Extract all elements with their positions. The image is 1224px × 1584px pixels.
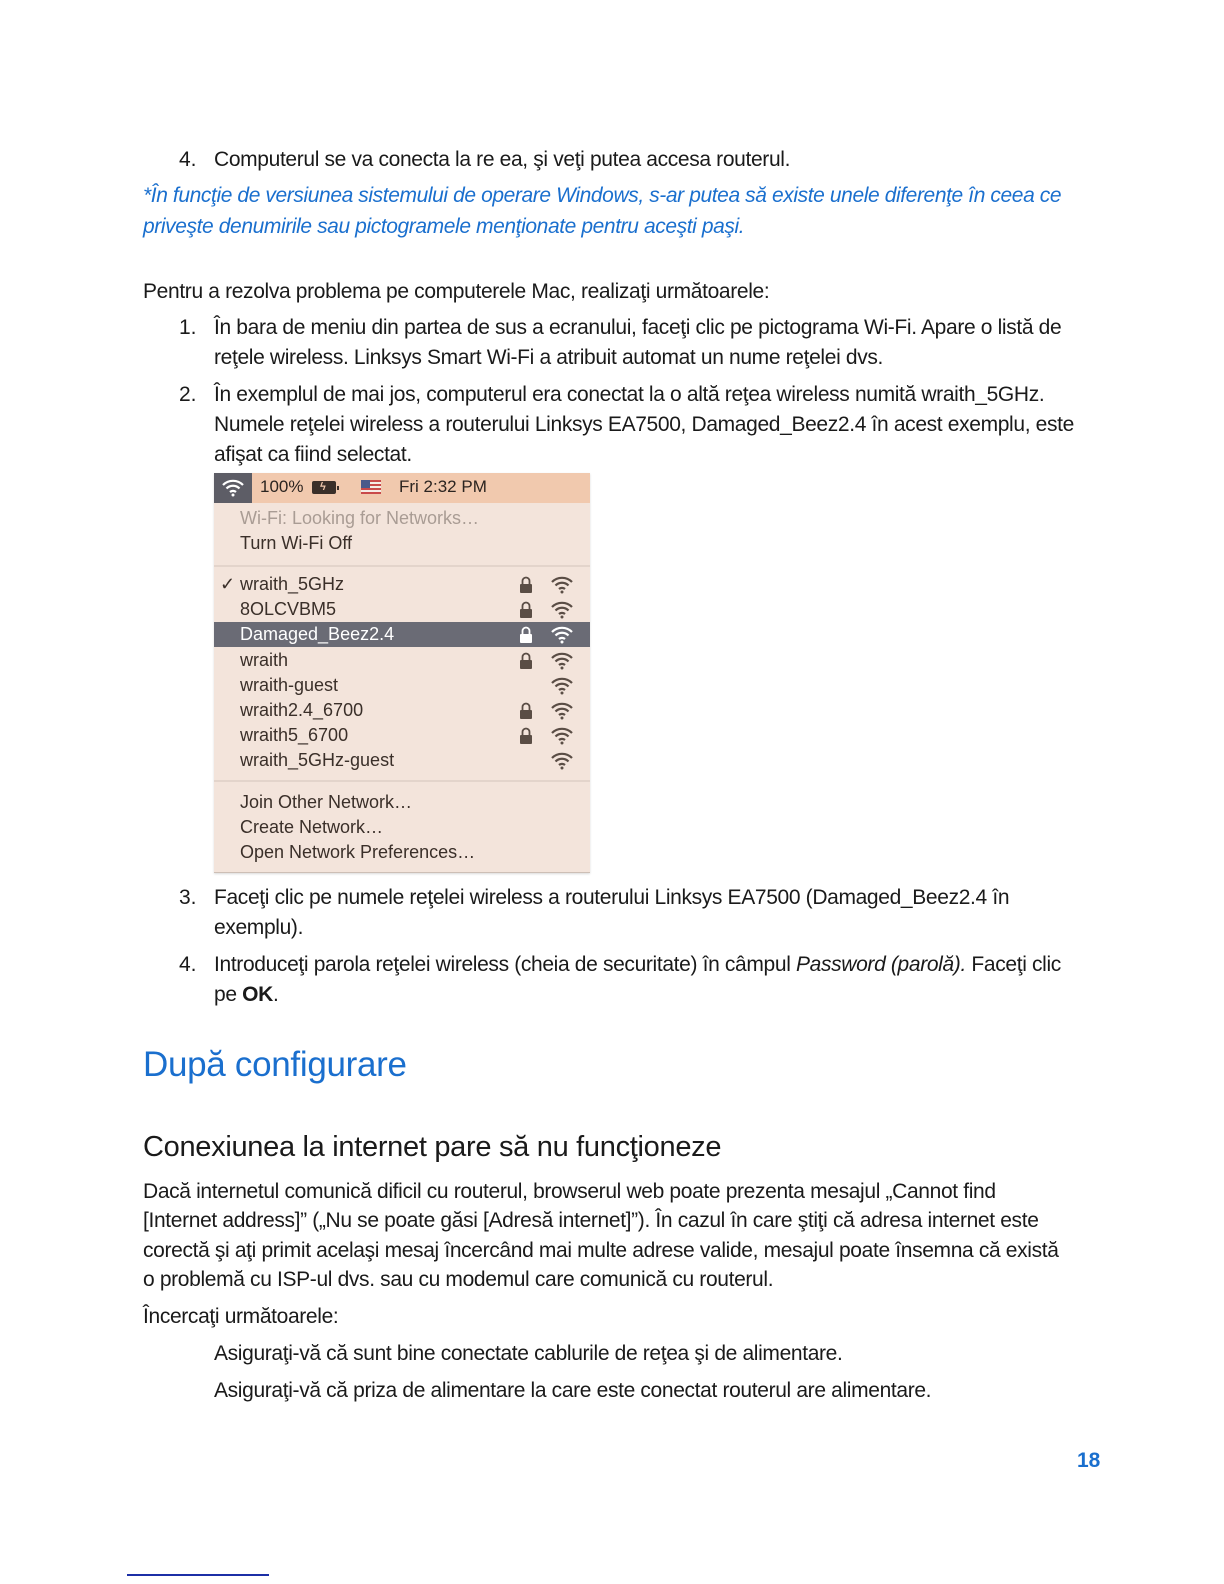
lock-icon [519, 727, 533, 744]
battery-percent: 100% [260, 477, 304, 496]
try-item-1: Asiguraţi-vă că sunt bine conectate cablurile de reţea şi de alimentare. [214, 1342, 843, 1365]
network-name: wraith [240, 649, 289, 670]
network-name: wraith_5GHz [240, 574, 345, 594]
step-number: 4. [179, 148, 197, 171]
page-number: 18 [1077, 1449, 1101, 1472]
wifi-signal-icon [550, 651, 574, 670]
menu-separator [214, 565, 590, 567]
wifi-menu-screenshot [214, 473, 590, 873]
section-title: După configurare [143, 1045, 407, 1084]
network-item[interactable] [214, 723, 590, 748]
network-name: wraith5_6700 [240, 725, 349, 746]
wifi-signal-icon [550, 751, 574, 770]
step-3-line-2: exemplu). [214, 916, 304, 939]
turn-wifi-off-item[interactable]: Turn Wi-Fi Off [240, 533, 352, 553]
menu-separator [214, 780, 590, 782]
lock-icon [519, 601, 533, 618]
lock-icon [519, 652, 533, 669]
step-4-text: pe [214, 983, 243, 1006]
footer-rule [127, 1574, 269, 1576]
network-item[interactable] [214, 648, 590, 673]
lock-icon [519, 702, 533, 719]
checkmark-icon: ✓ [220, 574, 236, 594]
network-name: Damaged_Beez2.4 [240, 624, 395, 645]
step-number: 2. [179, 383, 197, 406]
network-item[interactable] [214, 673, 590, 698]
network-name: wraith_5GHz-guest [240, 750, 395, 771]
paragraph-line-4: o problemă cu ISP-ul dvs. sau cu modemul care comunică cu routerul. [143, 1268, 774, 1291]
step-number: 1. [179, 316, 197, 339]
try-intro: Încercaţi următoarele: [143, 1305, 339, 1328]
step-1-line-2: reţele wireless. Linksys Smart Wi-Fi a atribuit automat un nume reţelei dvs. [214, 346, 883, 369]
step-3-line-1: Faceţi clic pe numele reţelei wireless a routerului Linksys EA7500 (Damaged_Beez2.4 în [214, 886, 1010, 909]
lock-icon [519, 626, 533, 643]
menu-bar [214, 473, 590, 503]
step-1-line-1: În bara de meniu din partea de sus a ecranului, faceţi clic pe pictograma Wi-Fi. Apare o listă de [214, 316, 1062, 339]
open-network-preferences-item[interactable]: Open Network Preferences… [240, 842, 476, 862]
step-4-line-2 [214, 980, 278, 1010]
network-item[interactable] [214, 572, 590, 597]
paragraph-line-2: [Internet address]” („Nu se poate găsi [Adresă internet]”). În cazul în care ştiţi că adresa internet este [143, 1209, 1039, 1232]
step-text: Computerul se va conecta la re ea, şi veţi putea accesa routerul. [214, 148, 791, 171]
wifi-signal-icon [550, 676, 574, 695]
network-item[interactable] [214, 597, 590, 622]
join-other-network-item[interactable]: Join Other Network… [240, 792, 413, 812]
wifi-signal-icon [550, 726, 574, 745]
wifi-signal-icon [550, 575, 574, 594]
ok-label: OK [242, 983, 273, 1006]
network-name: wraith-guest [240, 674, 339, 695]
step-4-line-1 [214, 950, 1061, 980]
paragraph-line-1: Dacă internetul comunică dificil cu routerul, browserul web poate prezenta mesajul „Cannot find [143, 1180, 996, 1203]
wifi-icon [221, 479, 245, 497]
step-number: 3. [179, 886, 197, 909]
network-name: wraith2.4_6700 [240, 700, 364, 720]
menubar-clock: Fri 2:32 PM [399, 477, 487, 496]
wifi-signal-icon [550, 625, 574, 644]
wifi-signal-icon [550, 701, 574, 720]
try-item-2: Asiguraţi-vă că priza de alimentare la care este conectat routerul are alimentare. [214, 1379, 932, 1402]
step-2-line-3: afişat ca fiind selectat. [214, 443, 412, 466]
step-4-text: Faceţi clic [965, 953, 1061, 976]
wifi-status: Wi-Fi: Looking for Networks… [240, 508, 480, 528]
network-item[interactable] [214, 622, 590, 647]
step-2-line-2: Numele reţelei wireless a routerului Linksys EA7500, Damaged_Beez2.4 în acest exemplu, este [214, 413, 1074, 436]
network-item[interactable] [214, 748, 590, 773]
mac-intro: Pentru a rezolva problema pe computerele Mac, realizaţi următoarele: [143, 280, 770, 303]
us-flag-icon [361, 480, 381, 494]
lock-icon [519, 576, 533, 593]
battery-charging-icon: ϟ [312, 481, 336, 494]
subsection-title: Conexiunea la internet pare să nu funcţioneze [143, 1131, 722, 1163]
network-item[interactable] [214, 698, 590, 723]
wifi-menubar-icon[interactable] [214, 473, 252, 503]
step-4-text: . [272, 983, 279, 1006]
create-network-item[interactable]: Create Network… [240, 817, 384, 837]
wifi-signal-icon [550, 600, 574, 619]
network-name: 8OLCVBM5 [240, 599, 337, 620]
windows-note: *În funcţie de versiunea sistemului de operare Windows, s-ar putea să existe unele diferenţe în ceea ce priveşte denumirile sau pictogramele menţionate pentru aceşti paşi. [143, 184, 1062, 238]
step-number: 4. [179, 953, 197, 976]
password-field-label: Password (parolă). [796, 953, 966, 976]
step-4-text: Introduceţi parola reţelei wireless (cheia de securitate) în câmpul [214, 953, 796, 976]
paragraph-line-3: corectă şi aţi primit acelaşi mesaj încercând mai multe adrese valide, mesajul poate însemna că există [143, 1239, 1059, 1262]
step-2-line-1: În exemplul de mai jos, computerul era conectat la o altă reţea wireless numită wraith_5GHz. [214, 383, 1045, 406]
